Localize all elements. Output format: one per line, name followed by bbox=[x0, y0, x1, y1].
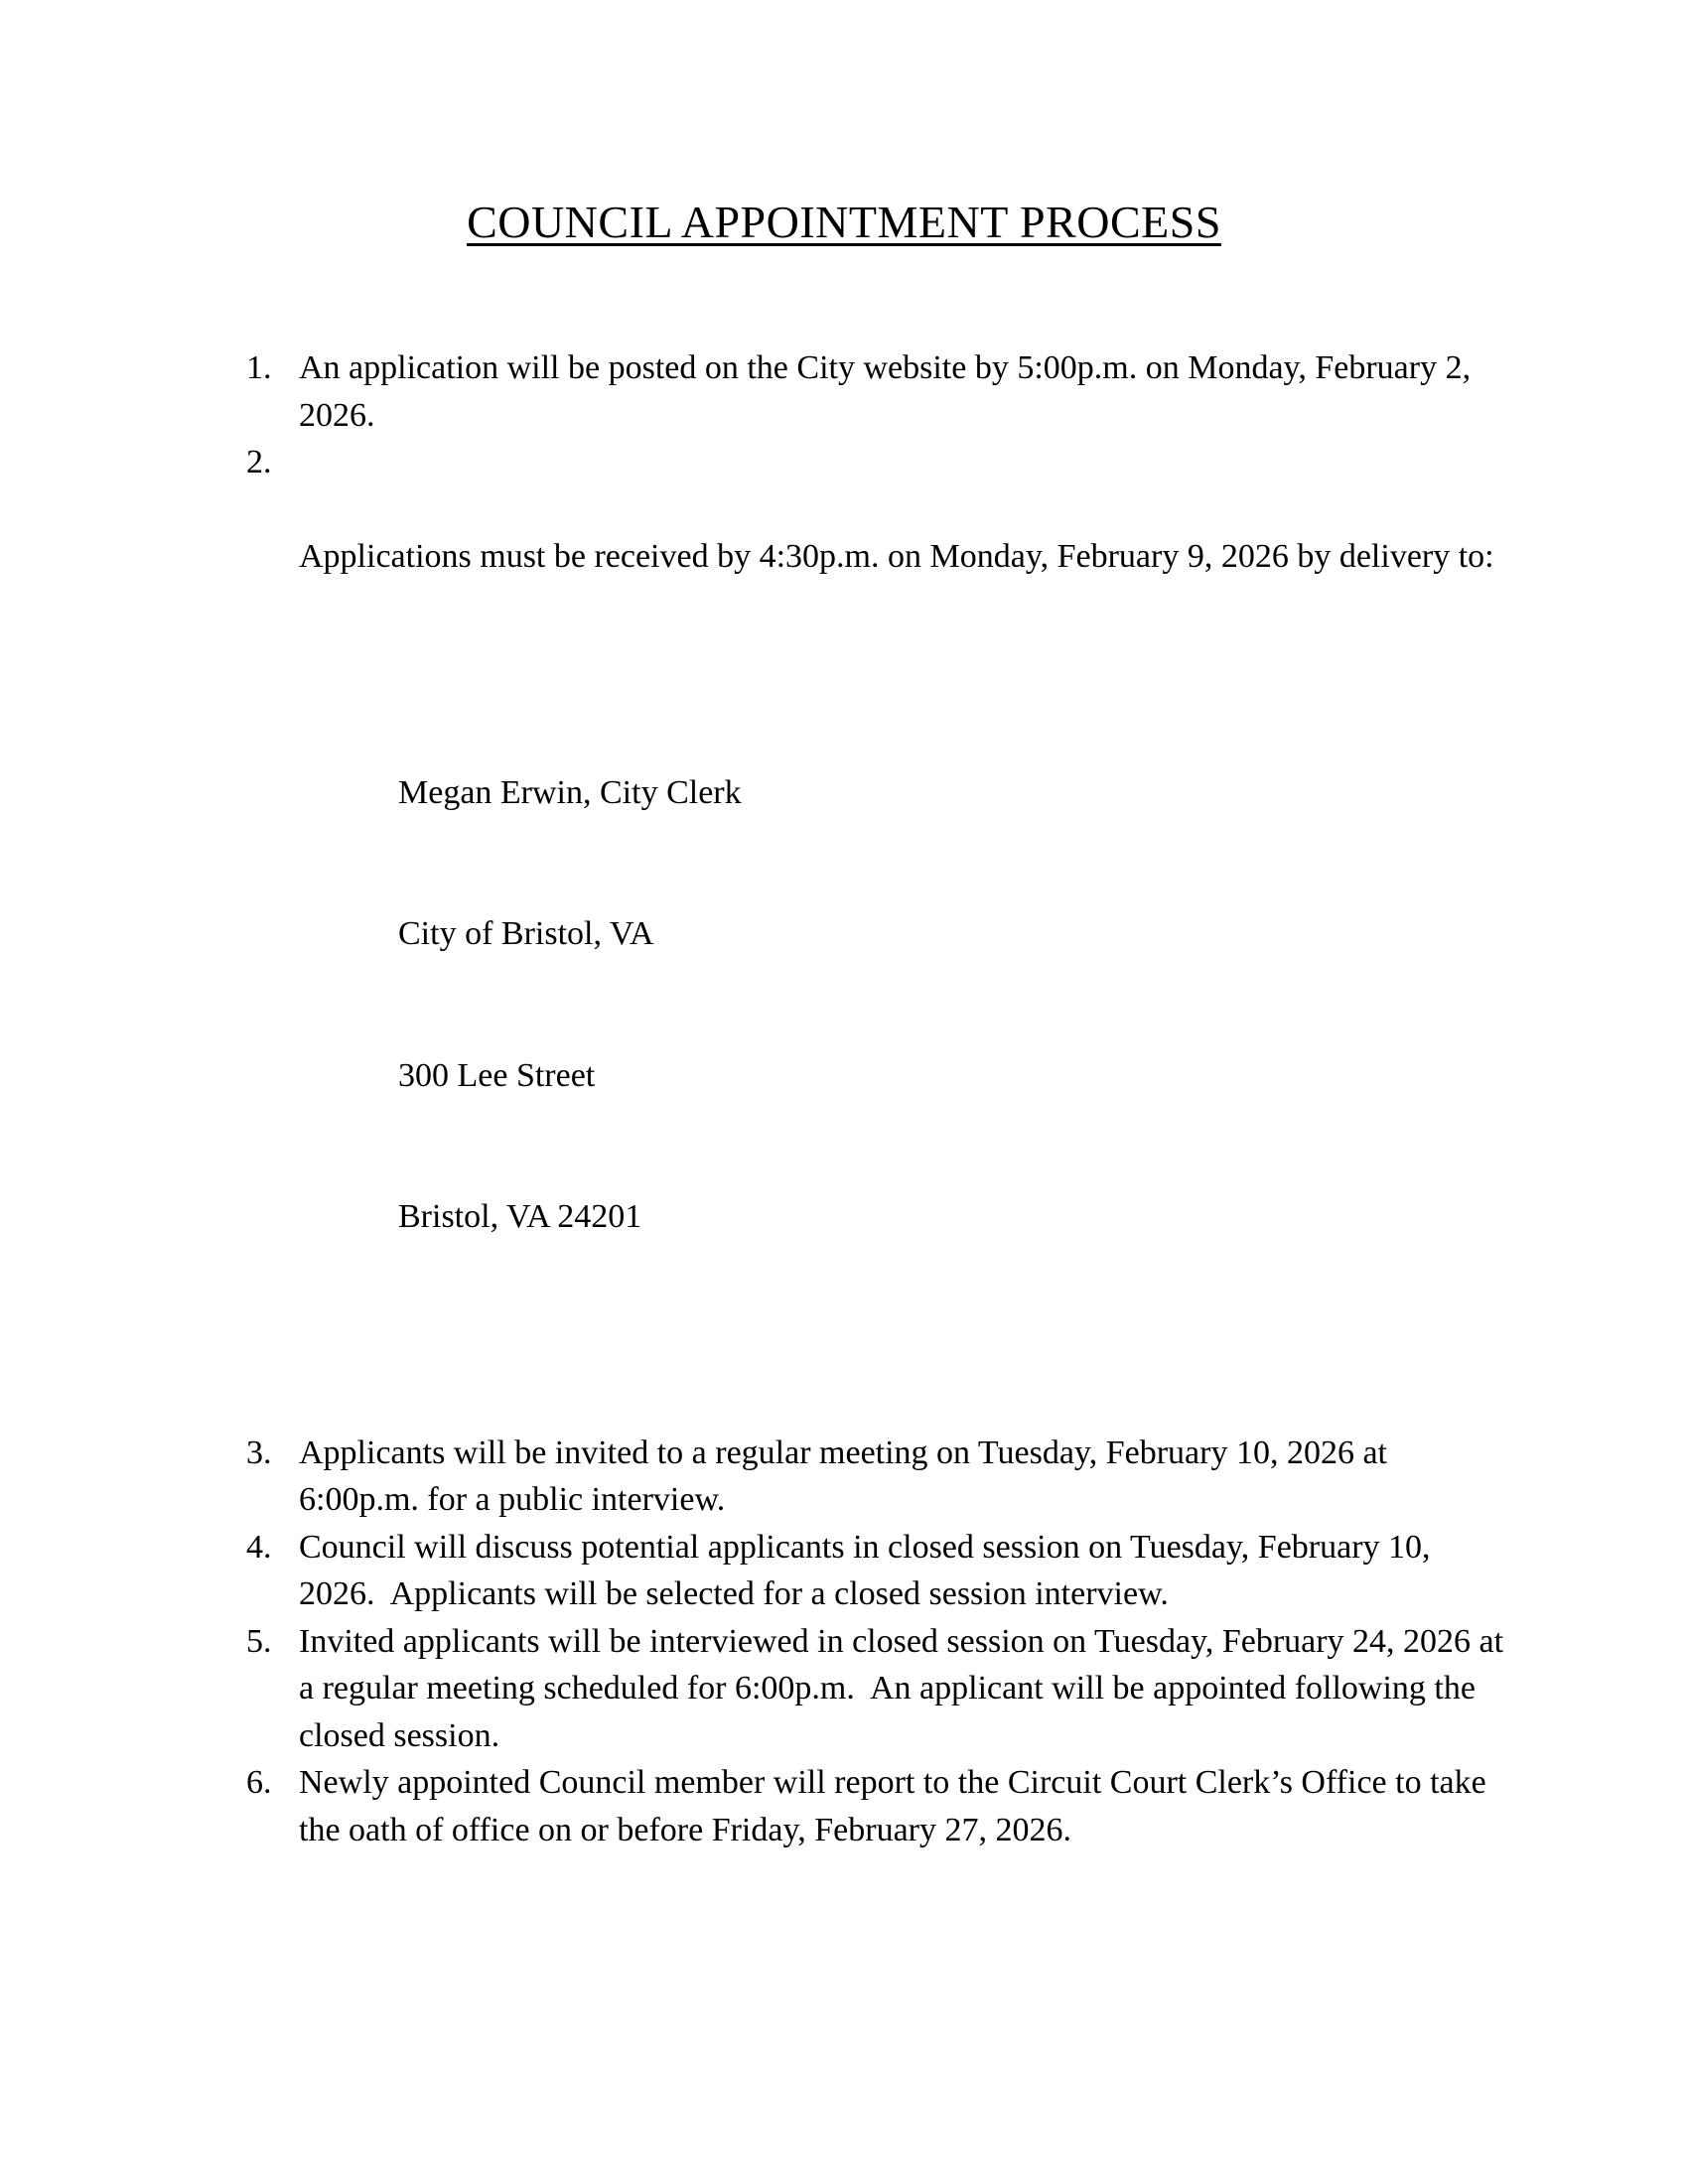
list-item-2-text bbox=[299, 439, 1505, 1430]
list-item-6 bbox=[246, 1759, 1517, 1853]
address-line-name: Megan Erwin, City Clerk bbox=[398, 773, 742, 811]
address-line-street: 300 Lee Street bbox=[398, 1056, 596, 1094]
address-line-city: Bristol, VA 24201 bbox=[398, 1198, 642, 1235]
list-item-3 bbox=[246, 1430, 1517, 1524]
list-item-6-text: Newly appointed Council member will report to the Circuit Court Clerk’s Office to take the oath of office on or before Friday, February 27, 2026. bbox=[299, 1764, 1495, 1848]
list-item-4-text: Council will discuss potential applicants in closed session on Tuesday, February 10, 2026. Applicants will be selected for a closed session interview. bbox=[299, 1528, 1440, 1612]
list-item-4 bbox=[246, 1524, 1517, 1618]
address-block bbox=[398, 675, 1505, 1335]
address-line-org: City of Bristol, VA bbox=[398, 915, 654, 952]
list-item-5 bbox=[246, 1618, 1517, 1760]
list-item-5-text: Invited applicants will be interviewed in closed session on Tuesday, February 24, 2026 at a regular meeting scheduled for 6:00p.m. An applicant will be appointed following the closed session. bbox=[299, 1622, 1512, 1754]
list-item-3-number: 3. bbox=[246, 1433, 272, 1471]
list-item-2 bbox=[246, 439, 1517, 1430]
list-item-6-number: 6. bbox=[246, 1764, 272, 1801]
list-item-1 bbox=[246, 344, 1517, 439]
list-item-3-text: Applicants will be invited to a regular meeting on Tuesday, February 10, 2026 at 6:00p.m. for a public interview. bbox=[299, 1433, 1396, 1518]
numbered-list bbox=[246, 344, 1517, 1853]
list-item-5-number: 5. bbox=[246, 1622, 272, 1660]
list-item-2-lead: Applications must be received by 4:30p.m. on Monday, February 9, 2026 by delivery to: bbox=[299, 538, 1494, 575]
list-item-2-number: 2. bbox=[246, 444, 272, 480]
list-item-1-number: 1. bbox=[246, 349, 272, 386]
list-item-1-text: An application will be posted on the City website by 5:00p.m. on Monday, February 2, 2026. bbox=[299, 349, 1479, 434]
document-title: COUNCIL APPOINTMENT PROCESS bbox=[467, 197, 1221, 247]
list-item-4-number: 4. bbox=[246, 1528, 272, 1566]
